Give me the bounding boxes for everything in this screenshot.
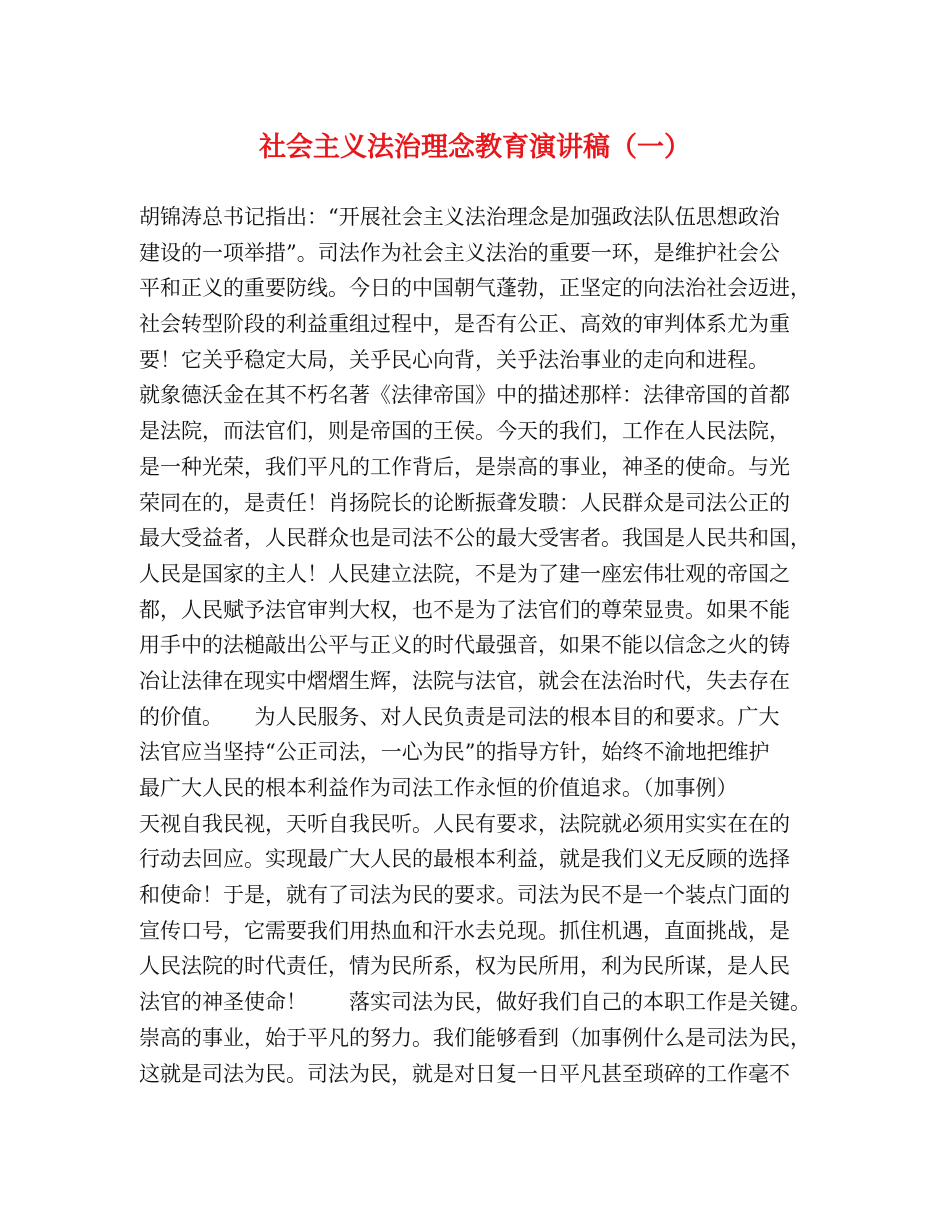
document-title: 社会主义法治理念教育演讲稿（一） <box>259 132 691 163</box>
document-body <box>139 200 829 1092</box>
body-line: 和使命！于是，就有了司法为民的要求。司法为民不是一个装点门面的 <box>139 883 790 908</box>
body-line: 就象德沃金在其不朽名著《法律帝国》中的描述那样：法律帝国的首都 <box>139 383 790 408</box>
body-line: 是法院，而法官们，则是帝国的王侯。今天的我们，工作在人民法院， <box>139 419 790 444</box>
body-line: 冶让法律在现实中熠熠生辉，法院与法官，就会在法治时代，失去存在 <box>139 668 790 693</box>
body-line: 的价值。 为人民服务、对人民负责是司法的根本目的和要求。广大 <box>139 704 780 729</box>
body-line: 社会转型阶段的利益重组过程中，是否有公正、高效的审判体系尤为重 <box>139 312 790 337</box>
body-line: 人民是国家的主人！人民建立法院，不是为了建一座宏伟壮观的帝国之 <box>139 561 790 586</box>
body-line: 最广大人民的根本利益作为司法工作永恒的价值追求。（加事例） <box>139 776 738 800</box>
body-line: 要！它关乎稳定大局，关乎民心向背，关乎法治事业的走向和进程。 <box>139 347 769 372</box>
body-line: 胡锦涛总书记指出：“开展社会主义法治理念是加强政法队伍思想政治 <box>139 205 780 229</box>
body-line: 法官的神圣使命！ 落实司法为民，做好我们自己的本职工作是关键。 <box>139 990 811 1015</box>
body-line: 荣同在的，是责任！肖扬院长的论断振聋发聩：人民群众是司法公正的 <box>139 490 790 515</box>
body-line: 行动去回应。实现最广大人民的最根本利益，就是我们义无反顾的选择 <box>139 847 790 872</box>
body-line: 最大受益者，人民群众也是司法不公的最大受害者。我国是人民共和国， <box>139 526 811 551</box>
body-line: 建设的一项举措”。司法作为社会主义法治的重要一环，是维护社会公 <box>139 240 780 265</box>
body-line: 天视自我民视，天听自我民听。人民有要求，法院就必须用实实在在的 <box>139 811 790 836</box>
body-line: 宣传口号，它需要我们用热血和汗水去兑现。抓住机遇，直面挑战，是 <box>139 918 790 943</box>
body-line: 用手中的法槌敲出公平与正义的时代最强音，如果不能以信念之火的铸 <box>139 633 790 658</box>
body-line: 这就是司法为民。司法为民，就是对日复一日平凡甚至琐碎的工作毫不 <box>139 1061 790 1086</box>
body-line: 崇高的事业，始于平凡的努力。我们能够看到（加事例什么是司法为民， <box>139 1025 811 1050</box>
body-line: 都，人民赋予法官审判大权，也不是为了法官们的尊荣显贵。如果不能 <box>139 597 790 622</box>
body-line: 法官应当坚持“公正司法，一心为民”的指导方针，始终不渝地把维护 <box>139 740 770 765</box>
body-line: 平和正义的重要防线。今日的中国朝气蓬勃，正坚定的向法治社会迈进， <box>139 276 811 301</box>
body-line: 是一种光荣，我们平凡的工作背后，是崇高的事业，神圣的使命。与光 <box>139 454 790 479</box>
body-line: 人民法院的时代责任，情为民所系，权为民所用，利为民所谋，是人民 <box>139 954 790 979</box>
